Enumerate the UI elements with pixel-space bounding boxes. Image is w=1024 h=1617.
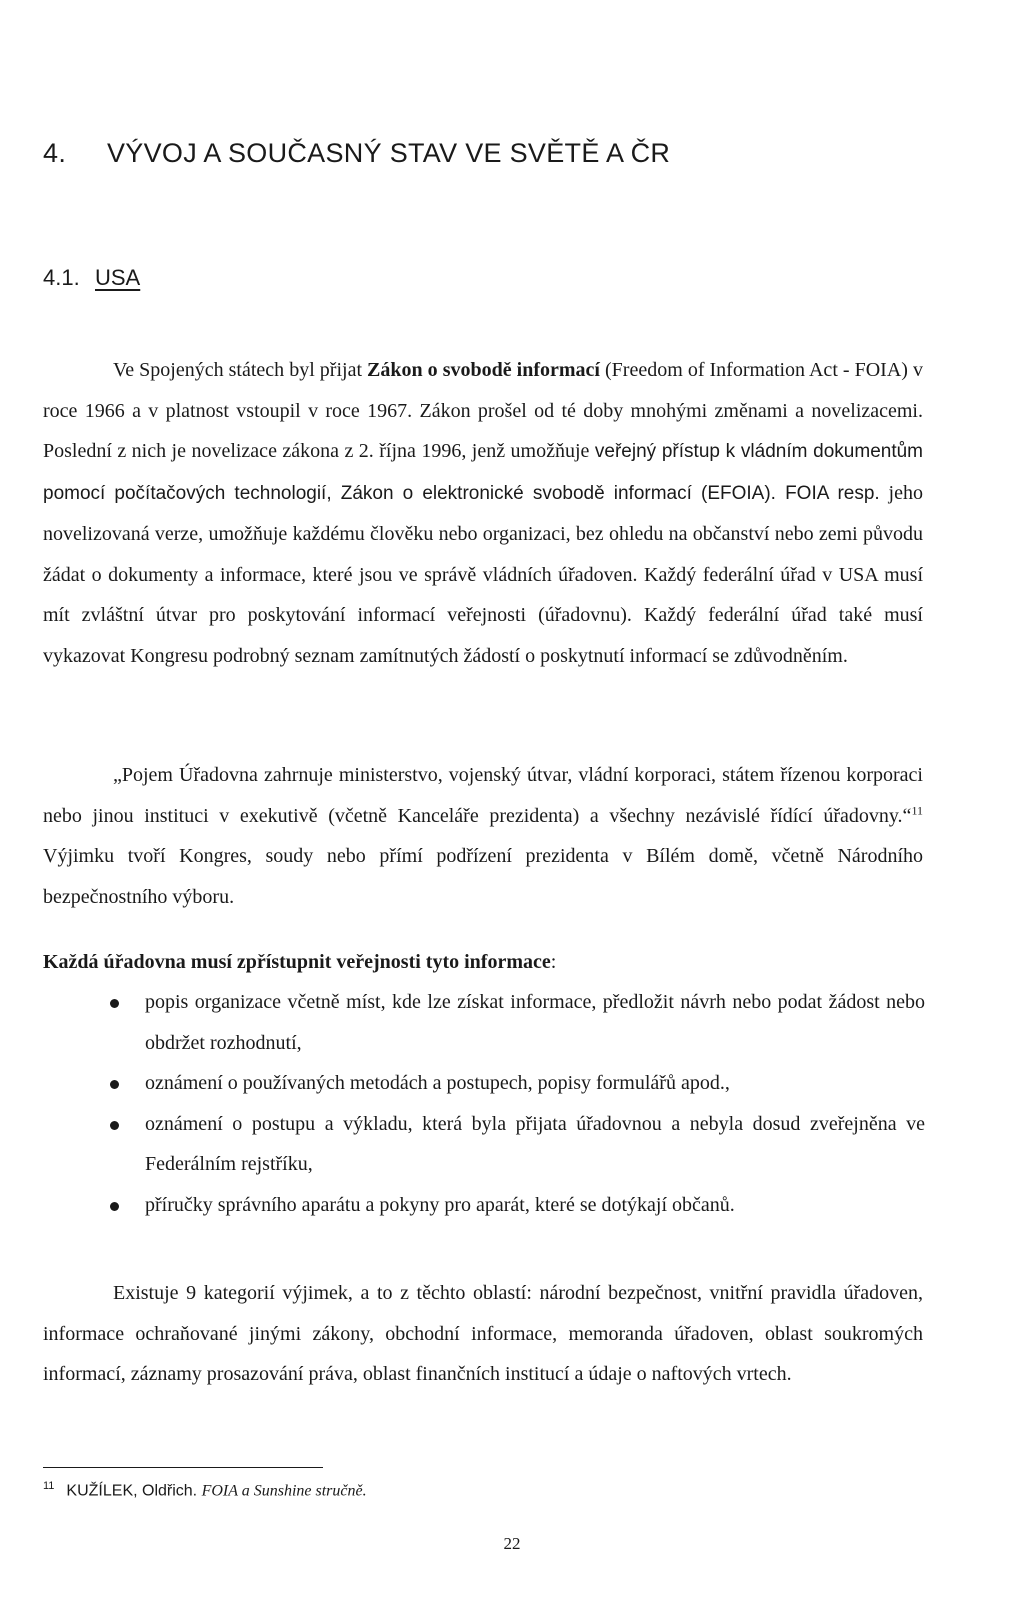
list-item-text: popis organizace včetně míst, kde lze získat informace, předložit návrh nebo podat žádost nebo obdržet rozhodnutí, — [145, 991, 925, 1054]
bullet-icon — [110, 1121, 119, 1130]
list-item — [0, 982, 925, 1063]
paragraph-foia-intro — [43, 350, 923, 676]
list-item-text: příručky správního aparátu a pokyny pro aparát, které se dotýkají občanů. — [145, 1193, 735, 1216]
p1-bold-law-name: Zákon o svobodě informací — [367, 359, 600, 381]
p3-colon: : — [550, 951, 557, 973]
paragraph-exemptions: Existuje 9 kategorií výjimek, a to z těchto oblastí: národní bezpečnost, vnitřní pravidla úřadoven, informace ochraňované jinými zákony, obchodní informace, memoranda úřadoven, oblast soukromých informací, záznamy prosazování práva, oblast finančních institucí a údaje o naftových vrtech. — [43, 1282, 923, 1385]
paragraph-office-definition — [43, 755, 923, 917]
list-item — [0, 1063, 925, 1104]
p3-bold: Každá úřadovna musí zpřístupnit veřejnosti tyto informace — [43, 951, 551, 973]
p1-text-4: jeho novelizovaná verze, umožňuje každému člověku nebo organizaci, bez ohledu na občanství nebo zemi původu žádat o dokumenty a informace, které jsou ve správě vládních úřadoven. Každý federální úřad v USA musí mít zvláštní útvar pro poskytování informací veřejnosti (úřadovnu). Každý federální úřad také musí vykazovat Kongresu podrobný seznam zamítnutých žádostí o poskytnutí informací se zdůvodněním. — [43, 481, 923, 667]
p1-text-3: veřejný přístup k vládním dokumentům pomocí počítačových technologií, Zákon o elektronické svobodě informací (EFOIA). FOIA resp. — [43, 441, 924, 504]
bullet-icon — [110, 999, 119, 1008]
footnote-source: FOIA a Sunshine stručně. — [201, 1482, 367, 1500]
list-item — [0, 1185, 925, 1226]
footnote-divider — [43, 1467, 323, 1468]
footnote-author: KUŽÍLEK, Oldřich. — [66, 1482, 202, 1500]
chapter-number: 4. — [43, 138, 67, 168]
section-title: USA — [95, 265, 141, 290]
footnote — [43, 1480, 367, 1500]
list-item — [0, 1104, 925, 1185]
page-number: 22 — [503, 1534, 521, 1553]
section-heading — [43, 265, 140, 291]
bullet-icon — [110, 1080, 119, 1089]
p2-rest: Výjimku tvoří Kongres, soudy nebo přímí podřízení prezidenta v Bílém domě, včetně Národního bezpečnostního výboru. — [43, 845, 923, 908]
p1-text-2: (Freedom of Information Act - FOIA) v roce 1966 a v platnost vstoupil v roce 1967. Zákon prošel od té doby mnohými změnami a novelizacemi. Poslední z nich je novelizace zákona z 2. října 1996, jenž umožňuje — [43, 359, 923, 462]
footnote-number: 11 — [43, 1480, 55, 1492]
list-item-text: oznámení o postupu a výkladu, která byla přijata úřadovnou a nebyla dosud zveřejněna ve Federálním rejstříku, — [145, 1112, 925, 1175]
chapter-heading — [43, 138, 670, 169]
chapter-title: VÝVOJ A SOUČASNÝ STAV VE SVĚTĚ A ČR — [107, 138, 671, 168]
list-item-text: oznámení o používaných metodách a postupech, popisy formulářů apod., — [145, 1072, 730, 1094]
section-number: 4.1. — [43, 265, 80, 290]
information-list — [0, 982, 1024, 1225]
p2-quote: „Pojem Úřadovna zahrnuje ministerstvo, vojenský útvar, vládní korporaci, státem řízenou korporaci nebo jinou instituci v exekutivě (včetně Kanceláře prezidenta) a všechny nezávislé řídící úřadovny.“ — [43, 764, 923, 827]
bullet-icon — [110, 1202, 119, 1211]
p1-text-1: Ve Spojených státech byl přijat — [113, 359, 368, 381]
paragraph-list-intro — [43, 942, 923, 983]
footnote-reference: 11 — [911, 802, 923, 817]
